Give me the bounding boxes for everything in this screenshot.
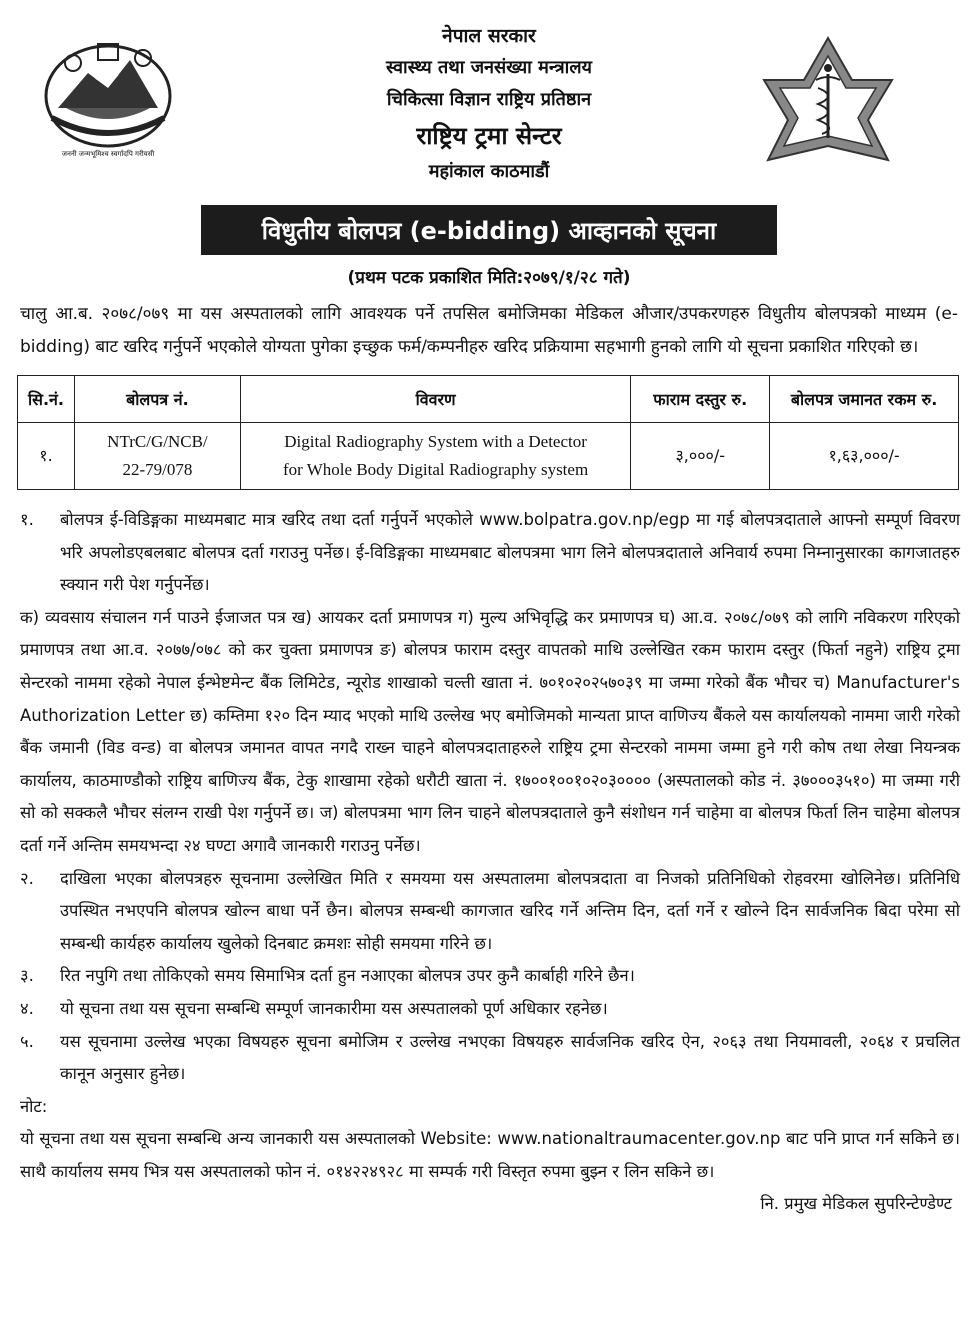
col-bid-no: बोलपत्र नं. [74,376,240,423]
intro-paragraph: चालु आ.ब. २०७८/०७९ मा यस अस्पतालको लागि आवश्यक पर्ने तपसिल बमोजिमका मेडिकल औजार/उपकरणहरु विधुतीय बोलपत्रको माध्यम (e-bidding) बाट खरिद गर्नुपर्ने भएकोले योग्यता पुगेका इच्छुक फर्म/कम्पनीहरु खरिद प्रक्रियामा सहभागी हुनको लागि यो सूचना प्रकाशित गरिएको छ। [20,304,958,357]
signature: नि. प्रमुख मेडिकल सुपरिन्टेण्डेण्ट [760,1194,952,1214]
item-text: यस सूचनामा उल्लेख भएका विषयहरु सूचना बमोजिम र उल्लेख नभएका विषयहरु सार्वजनिक खरिद ऐन, २०६३ तथा नियमावली, २०६४ र प्रचलित कानून अनुसार हुनेछ। [60,1031,960,1084]
notice-body [20,504,960,1221]
list-item [20,1026,960,1091]
col-form-fee: फाराम दस्तुर रु. [631,376,770,423]
note-text-wrap [20,1123,960,1188]
cell-description [240,423,630,490]
cell-bid-security: १,६३,०००/- [770,423,959,490]
desc-line1: Digital Radiography System with a Detector [284,432,587,451]
list-item [20,993,960,1026]
item-text: यो सूचना तथा यस सूचना सम्बन्धि सम्पूर्ण जानकारीमा यस अस्पतालको पूर्ण अधिकार रहनेछ। [60,998,608,1018]
note-text: यो सूचना तथा यस सूचना सम्बन्धि अन्य जानकारी यस अस्पतालको Website: www.nationaltraumacenter.gov.np बाट पनि प्राप्त गर्न सकिने छ। साथै कार्यालय समय भित्र यस अस्पतालको फोन नं. ०१४२२४९२८ मा सम्पर्क गरी विस्तृत रुपमा बुझ्न र लिन सकिने छ। [20,1129,960,1181]
documents-list [20,602,960,863]
bid-no-line2: 22-79/078 [122,460,193,479]
table-header-row [18,376,959,423]
item-text: बोलपत्र ई-विडिङ्गका माध्यमबाट मात्र खरिद तथा दर्ता गर्नुपर्ने भएकोले www.bolpatra.gov.np/egp मा गई बोलपत्रदाताले आफ्नो सम्पूर्ण विवरण भरि अपलोडएबलबाट बोलपत्र दर्ता गराउनु पर्नेछ। ई-विडिङ्गका माध्यमबाट बोलपत्रमा भाग लिने बोलपत्रदाताले अनिवार्य रुपमा निम्नानुसारका कागजातहरु स्क्यान गरी पेश गर्नुपर्नेछ। [60,510,960,595]
academy-title: चिकित्सा विज्ञान राष्ट्रिय प्रतिष्ठान [386,89,592,110]
cell-sn: १. [18,423,75,490]
col-description: विवरण [240,376,630,423]
bid-table [17,375,959,490]
publication-date: (प्रथम पटक प्रकाशित मिति:२०७९/१/२८ गते) [347,268,631,288]
list-item [20,960,960,993]
item-number: १. [20,510,34,529]
cell-form-fee: ३,०००/- [631,423,770,490]
bid-no-line1: NTrC/G/NCB/ [107,432,208,451]
table-row [18,423,959,490]
item-number: २. [20,868,34,888]
cell-bid-no [74,423,240,490]
notice-banner: विधुतीय बोलपत्र (e-bidding) आव्हानको सूचना [201,205,777,255]
item-text: दाखिला भएका बोलपत्रहरु सूचनामा उल्लेखित मिति र समयमा यस अस्पतालमा बोलपत्रदाता वा निजको प्रतिनिधिको रोहवरमा खोलिनेछ। प्रतिनिधि उपस्थित नभएपनि बोलपत्र खोल्न बाधा पर्ने छैन। बोलपत्र सम्बन्धी कागजात खरिद गर्ने अन्तिम दिन, दर्ता गर्ने र खोल्ने दिन सार्वजनिक बिदा परेमा सो सम्बन्धी कार्यहरु कार्यालय खुलेको दिनबाट क्रमशः सोही समयमा गरिने छ। [60,868,960,953]
documents-text: क) व्यवसाय संचालन गर्न पाउने ईजाजत पत्र ख) आयकर दर्ता प्रमाणपत्र ग) मुल्य अभिवृद्धि कर प्रमाणपत्र घ) आ.व. २०७८/०७९ को लागि नविकरण गरिएको प्रमाणपत्र तथा आ.व. २०७७/०७८ को कर चुक्ता प्रमाणपत्र ङ) बोलपत्र फाराम दस्तुर वापतको माथि उल्लेखित रकम फाराम दस्तुर (फिर्ता नहुने) राष्ट्रिय ट्रमा सेन्टरको नाममा रहेको नेपाल ईन्भेष्टमेन्ट बैंक लिमिटेड, न्यूरोड शाखाको चल्ती खाता नं. ७०१०२०२५७०३९ मा जम्मा गरेको बैंक भौचर च) Manufacturer's Authorization Letter छ) कम्तिमा १२० दिन म्याद भएको माथि उल्लेख भए बमोजिमको मान्यता प्राप्त वाणिज्य बैंकले यस कार्यालयको नाममा जारी गरेको बैंक जमानी (विड वन्ड) वा बोलपत्र जमानत वापत नगदै राख्न चाहने बोलपत्रदाताहरुले राष्ट्रिय ट्रमा सेन्टरको नाममा जम्मा हुने गरी कोष तथा लेखा नियन्त्रक कार्यालय, काठमाण्डौको राष्ट्रिय बाणिज्य बैंक, टेकु शाखामा रहेको धरौटी खाता नं. १७००१००१०२०३०००० (अस्पतालको कोड नं. ३७०००३५१०) मा जम्मा गरी सो को सक्कलै भौचर संलग्न राखी पेश गर्नुपर्ने छ। ज) बोलपत्रमा भाग लिन चाहने बोलपत्रदाताले कुनै संशोधन गर्न चाहेमा वा बोलपत्र फिर्ता लिन चाहेमा बोलपत्र दर्ता गर्ने अन्तिम समयभन्दा २४ घण्टा अगावै जानकारी गराउनु पर्नेछ। [20,607,960,855]
item-text: रित नपुगि तथा तोकिएको समय सिमाभित्र दर्ता हुन नआएका बोलपत्र उपर कुनै कार्बाही गरिने छैन। [60,966,635,986]
col-bid-security: बोलपत्र जमानत रकम रु. [770,376,959,423]
item-number: ५. [20,1031,34,1051]
header [0,20,978,188]
item-number: ४. [20,998,34,1018]
govt-title: नेपाल सरकार [442,25,536,47]
emblem-caption: जननी जन्मभूमिश्च स्वर्गादपि गरीयसी [61,150,155,158]
location-title: महांकाल काठमाडौं [428,161,550,182]
center-title: राष्ट्रिय ट्रमा सेन्टर [416,122,562,150]
col-sn: सि.नं. [18,376,75,423]
note-label: नोट: [20,1096,48,1116]
ministry-title: स्वास्थ्य तथा जनसंख्या मन्त्रालय [386,57,592,78]
item-number: ३. [20,966,34,986]
desc-line2: for Whole Body Digital Radiography system [283,460,589,479]
list-item [20,504,960,602]
list-item [20,863,960,961]
